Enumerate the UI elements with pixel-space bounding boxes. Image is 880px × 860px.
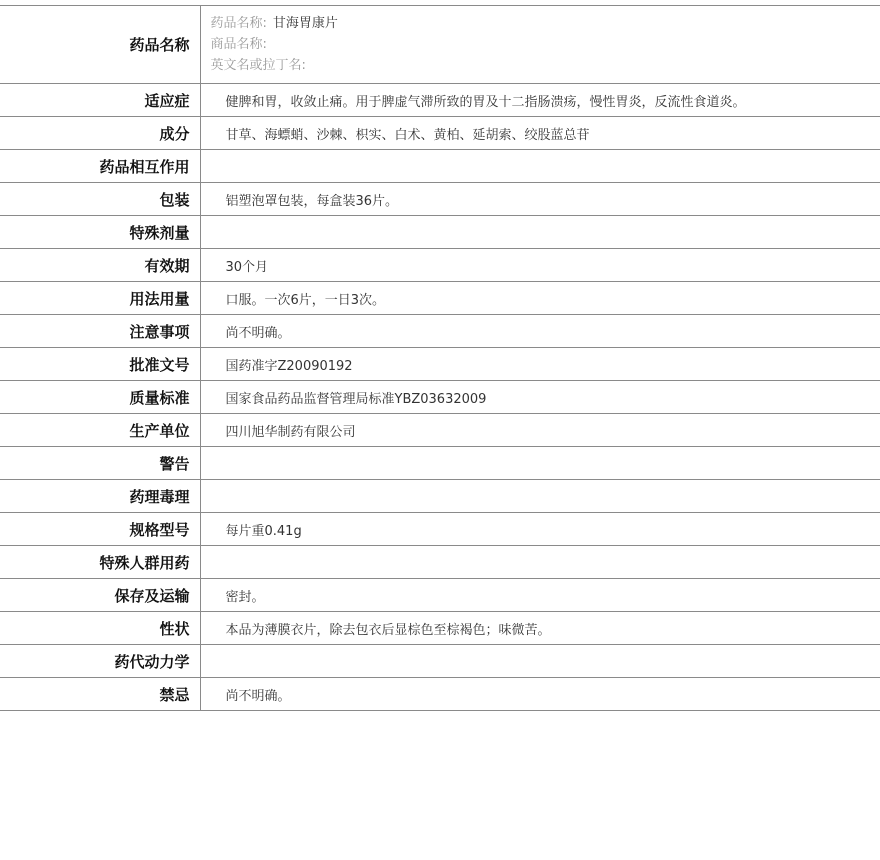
row-label-drug-name: 药品名称 (0, 6, 200, 84)
info-row (0, 546, 880, 579)
info-row (0, 612, 880, 645)
row-value (200, 150, 880, 183)
row-value: 每片重0.41g (200, 513, 880, 546)
info-row (0, 414, 880, 447)
drug-name-details (200, 6, 880, 84)
row-value: 国家食品药品监督管理局标准YBZ03632009 (200, 381, 880, 414)
row-value (200, 480, 880, 513)
row-label: 药品相互作用 (0, 150, 200, 183)
info-row (0, 282, 880, 315)
row-value: 密封。 (200, 579, 880, 612)
row-label: 保存及运输 (0, 579, 200, 612)
info-row (0, 348, 880, 381)
info-row (0, 183, 880, 216)
row-label: 成分 (0, 117, 200, 150)
trade-name-key: 商品名称: (210, 37, 267, 52)
row-label: 适应症 (0, 84, 200, 117)
english-name-line (211, 55, 880, 76)
info-row (0, 315, 880, 348)
row-value (200, 645, 880, 678)
row-value: 铝塑泡罩包装，每盒装36片。 (200, 183, 880, 216)
row-value: 口服。一次6片，一日3次。 (200, 282, 880, 315)
row-label: 生产单位 (0, 414, 200, 447)
row-label: 特殊人群用药 (0, 546, 200, 579)
row-label: 药理毒理 (0, 480, 200, 513)
row-label: 有效期 (0, 249, 200, 282)
info-row (0, 645, 880, 678)
row-value: 尚不明确。 (200, 315, 880, 348)
info-row (0, 216, 880, 249)
row-value: 30个月 (200, 249, 880, 282)
row-value: 国药准字Z20090192 (200, 348, 880, 381)
info-row (0, 249, 880, 282)
row-label: 注意事项 (0, 315, 200, 348)
generic-name-key: 药品名称: (210, 16, 267, 31)
row-value: 尚不明确。 (200, 678, 880, 711)
generic-name-value: 甘海胃康片 (272, 16, 338, 31)
row-label: 规格型号 (0, 513, 200, 546)
info-row (0, 381, 880, 414)
row-label: 禁忌 (0, 678, 200, 711)
row-value: 四川旭华制药有限公司 (200, 414, 880, 447)
info-row (0, 117, 880, 150)
english-name-key: 英文名或拉丁名: (210, 58, 306, 73)
row-value: 本品为薄膜衣片，除去包衣后显棕色至棕褐色；味微苦。 (200, 612, 880, 645)
row-label: 批准文号 (0, 348, 200, 381)
trade-name-line (211, 34, 880, 55)
row-label: 包装 (0, 183, 200, 216)
info-row (0, 579, 880, 612)
info-row (0, 84, 880, 117)
info-row (0, 150, 880, 183)
info-row (0, 678, 880, 711)
info-row (0, 480, 880, 513)
row-label: 特殊剂量 (0, 216, 200, 249)
row-value (200, 546, 880, 579)
row-label: 性状 (0, 612, 200, 645)
row-value: 甘草、海螵蛸、沙棘、枳实、白术、黄柏、延胡索、绞股蓝总苷 (200, 117, 880, 150)
row-label: 药代动力学 (0, 645, 200, 678)
row-value (200, 447, 880, 480)
info-row (0, 513, 880, 546)
row-label: 用法用量 (0, 282, 200, 315)
row-label: 质量标准 (0, 381, 200, 414)
row-value (200, 216, 880, 249)
info-row (0, 447, 880, 480)
row-label: 警告 (0, 447, 200, 480)
generic-name-line (211, 13, 880, 34)
row-value: 健脾和胃，收敛止痛。用于脾虚气滞所致的胃及十二指肠溃疡，慢性胃炎，反流性食道炎。 (200, 84, 880, 117)
drug-name-row (0, 6, 880, 84)
drug-info-table (0, 5, 880, 711)
